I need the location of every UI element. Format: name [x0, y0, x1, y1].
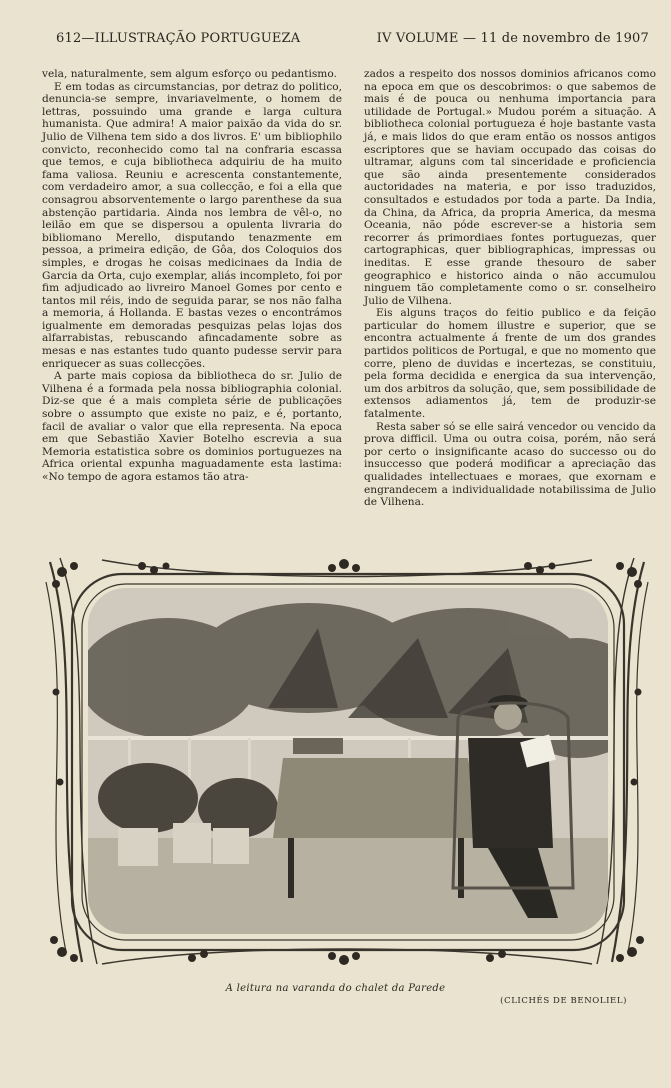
volume-and-date: IV VOLUME — 11 de novembro de 1907: [376, 31, 649, 46]
right-column: [364, 68, 656, 509]
paragraph: zados a respeito dos nossos dominios africanos como na epoca em que os descobrimos: o que sabemos de mais é de pouca ou nenhuma importancia para utilidade de Portugal.» Mudou porém a situação. A bibliotheca colonial portugueza é hoje bastante vasta já, e mais lidos do que eram então os nossos antigos escriptores que se haviam occupado das coisas do ultramar, alguns com tal sinceridade e proficiencia que são ainda presentemente considerados auctoridades na materia, e por isso traduzidos, consultados e estudados por toda a parte. Da India, da China, da Africa, da propria America, da mesma Oceania, não póde escrever-se a historia sem recorrer ás primordiaes fontes portuguezas, quer cartographicas, quer bibliographicas, impressas ou ineditas. E esse grande thesouro de saber geographico e historico ainda o não accumulou ninguem tão completamente como o sr. conselheiro Julio de Vilhena.: [364, 68, 656, 307]
left-column: [42, 68, 342, 484]
photo-figure: [42, 552, 652, 972]
photo-credit: (CLICHÉS DE BENOLIEL): [500, 996, 627, 1006]
photo-scene-illustration: [88, 588, 608, 934]
veranda-photograph: [88, 588, 608, 934]
paragraph: E em todas as circumstancias, por detraz do politico, denuncia-se sempre, invariavelmente, o homem de lettras, possuindo uma grande e larga cultura humanista. Que admira! A maior paixão da vida do sr. Julio de Vilhena tem sido a dos livros. E' um bibliophilo convicto, reconhecido como tal na confraria escassa que temos, e cuja bibliotheca adquiriu de ha muito fama valiosa. Reuniu e acrescenta constantemente, com verdadeiro amor, a sua collecção, e foi a ella que consagrou absorventemente o largo parenthese da sua abstenção partidaria. Ainda nos lembra de vêl-o, no leilão em que se dispersou a opulenta livraria do bibliomano Merello, disputando tenazmente em pessoa, a primeira edição, de Gôa, dos Coloquios dos simples, e drogas he coisas medicinaes da India de Garcia da Orta, cujo exemplar, aliás incompleto, foi por fim adjudicado ao livreiro Manoel Gomes por cento e tantos mil réis, indo de seguida parar, se nos não falha a memoria, á Hollanda. E bastas vezes o encontrámos igualmente em demoradas pesquizas pelas lojas dos alfarrabistas, rebuscando afincadamente sobre as mesas e nas estantes tudo quanto pudesse servir para enriquecer as suas collecções.: [42, 80, 342, 370]
paragraph: vela, naturalmente, sem algum esforço ou pedantismo.: [42, 68, 337, 80]
paragraph: Resta saber só se elle sairá vencedor ou vencido da prova difficil. Uma ou outra coisa, porém, não será por certo o insignificante acaso do successo ou do insuccesso que poderá modificar a apreciação das qualidades intellectuaes e moraes, que exornam e engrandecem a individualidade notabilissima de Julio de Vilhena.: [364, 420, 656, 509]
page-header: [56, 31, 649, 49]
paragraph: Eis alguns traços do feitio publico e da feição particular do homem illustre e superior, que se encontra actualmente á frente de um dos grandes partidos politicos de Portugal, e que no momento que corre, pleno de duvidas e incertezas, se constituiu, pela forma decidida e energica da sua intervenção, um dos arbitros da solução, que, sem possibilidade de extensos adiamentos já, tem de produzir-se fatalmente.: [364, 307, 656, 421]
photo-caption: A leitura na varanda do chalet da Parede: [225, 983, 446, 994]
paragraph: A parte mais copiosa da bibliotheca do sr. Julio de Vilhena é a formada pela nossa bibliographia colonial. Diz-se que é a mais completa série de publicações sobre o assumpto que existe no paiz, e é, portanto, facil de avaliar o valor que ella representa. Na epoca em que Sebastião Xavier Botelho escrevia a sua Memoria estatistica sobre os dominios portuguezes na Africa oriental expunha maguadamente esta lastima: «No tempo de agora estamos tão atra-: [42, 370, 342, 483]
page-number-and-title: 612—ILLUSTRAÇÃO PORTUGUEZA: [56, 31, 301, 46]
